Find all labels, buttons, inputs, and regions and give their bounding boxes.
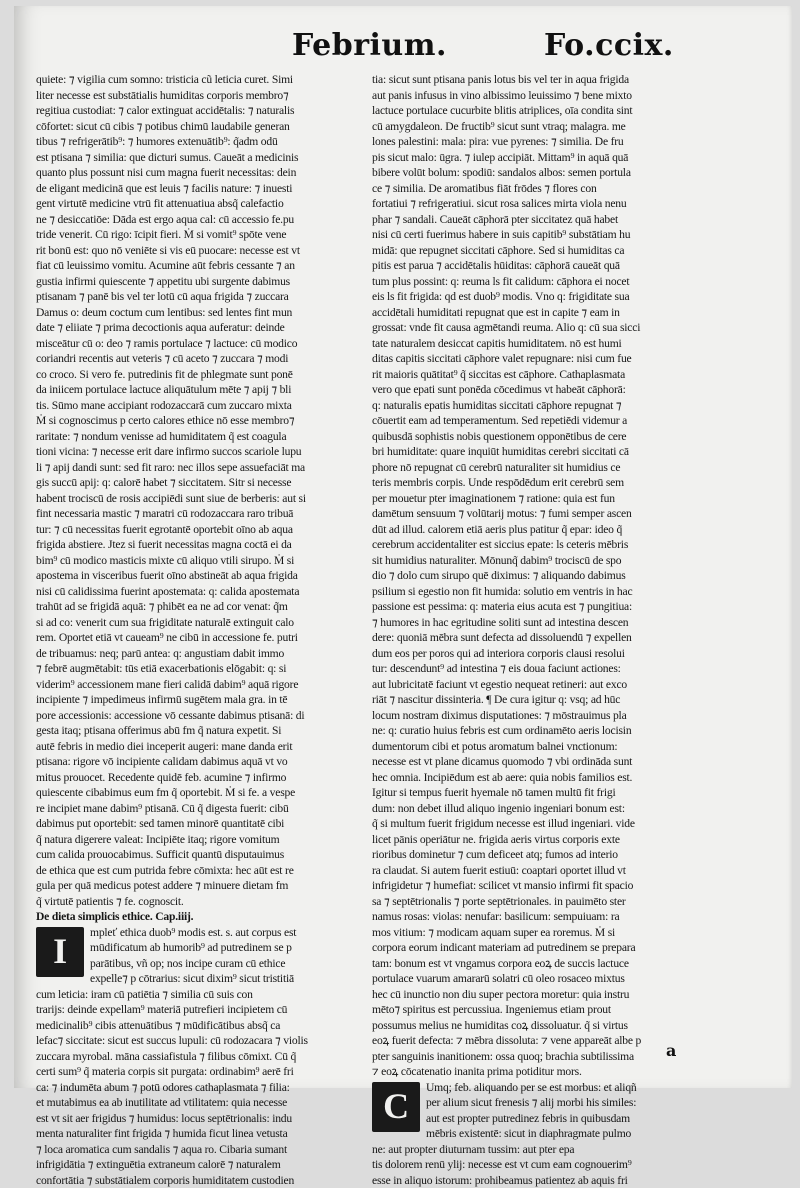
text-line: bri humiditate: quare inquiūt humiditas cerebri siccitati cā <box>372 444 716 460</box>
text-line: phar ⁊ sandali. Caueāt cāphorā pter siccitatez quā habet <box>372 212 716 228</box>
text-line: fint necessaria mastic ⁊ maratri cū rodozaccara raro tribuā <box>36 506 380 522</box>
text-line: cerebrum accidentaliter est siccius epate: ls ceteris mēbris <box>372 537 716 553</box>
text-line: ditas capitis siccitati cāphore valet repugnare: nisi cum fue <box>372 351 716 367</box>
text-line: date ⁊ eliiate ⁊ prima decoctionis aqua auferatur: deinde <box>36 320 380 336</box>
text-line: medicinalib⁹ cibis attenuātibus ⁊ mūdificātibus absq̃ ca <box>36 1018 380 1034</box>
text-line: tis. Sūmo mane accipiant rodozaccarā cum zuccaro mixta <box>36 398 380 414</box>
text-line: Igitur si tempus fuerit hyemale nō tamen multū fit frigi <box>372 785 716 801</box>
text-line: ptisanam ⁊ panē bis vel ter lotū cū aqua frigida ⁊ zuccara <box>36 289 380 305</box>
text-line: rioribus dominetur ⁊ cum deficeet atq; fumos ad interio <box>372 847 716 863</box>
text-line: ⁊ humores in hac egritudine soliti sunt ad intestina descen <box>372 615 716 631</box>
text-line: necesse est vt plane dicamus quomodo ⁊ vbi ordināda sunt <box>372 754 716 770</box>
text-line: teris membris corpis. Unde respōdēdum erit cerebrū sem <box>372 475 716 491</box>
text-line: confortātia ⁊ substātialem corporis humiditatem custodien <box>36 1173 380 1188</box>
text-line: fiat cū leuissimo vomitu. Acumine aūt febris cessante ⁊ an <box>36 258 380 274</box>
text-line: certi sum⁹ q̃ materia corpis sit purgata: ordinabim⁹ aerē fri <box>36 1064 380 1080</box>
folio-number: Fo.ccix. <box>544 28 674 63</box>
text-line: autē febris in medio diei inceperit augeri: mane danda erit <box>36 739 380 755</box>
text-line: psilium si egestio non fit humida: solutio em ventris in hac <box>372 584 716 600</box>
text-line: gis succū apij: q: calorē habet ⁊ siccitatem. Sitr si necesse <box>36 475 380 491</box>
book-page <box>14 6 792 1088</box>
text-line: tam: bonum est vt vngamus corpora eoꝝ de succis lactuce <box>372 956 716 972</box>
text-line: quiescente cibabimus eum fm q̃ oportebit. Ṁ si fe. a vespe <box>36 785 380 801</box>
text-line: ptisana: rigore vō incipiente calidam dabimus aquā vt vo <box>36 754 380 770</box>
text-line: q̃ si multum fuerit frigidum necesse est illud ingeniari. vide <box>372 816 716 832</box>
text-line: co croco. Si vero fe. putredinis fit de phlegmate sunt ponē <box>36 367 380 383</box>
text-line: est ptisana ⁊ similia: que dicturi sumus. Caueāt a medicinis <box>36 150 380 166</box>
text-line: expelle⁊ p cōtrarius: sicut dixim⁹ sicut tristitiā <box>90 971 380 987</box>
text-line: coriandri recentis aut veteris ⁊ cū aceto ⁊ zuccara ⁊ modi <box>36 351 380 367</box>
text-line: gesta itaq; ptisana offerimus abū fm q̃ natura expetit. Si <box>36 723 380 739</box>
text-line: infrigidātia ⁊ extinguētia extraneum calorē ⁊ naturalem <box>36 1157 380 1173</box>
text-line: namus rosas: violas: nenufar: basilicum: sempuiuam: ra <box>372 909 716 925</box>
text-line: ne: aut propter diuturnam tussim: aut pter epa <box>372 1142 716 1158</box>
text-line: si ad co: venerit cum sua frigiditate naturalē extinguit calo <box>36 615 380 631</box>
text-line: Damus o: deum coctum cum lentibus: sed lentes fint mun <box>36 305 380 321</box>
text-line: hec omnia. Incipiēdum est ab aere: quia nobis familios est. <box>372 770 716 786</box>
text-line: menta naturaliter fint frigida ⁊ humida ficut linea vetusta <box>36 1126 380 1142</box>
text-line: gent virtutē medicine vtrū fit attenuatiua absq̃ calefactio <box>36 196 380 212</box>
section-text <box>36 925 380 1188</box>
text-line: esse in aliquo istorum: prohibeamus patientez ab aquis fri <box>372 1173 716 1188</box>
text-line: cum leticia: iram cū patiētia ⁊ similia cū suis con <box>36 987 380 1003</box>
text-line: frigida abstiere. Jtez si fuerit necessitas magna coctā ei da <box>36 537 380 553</box>
text-line: pore accessionis: accessione vō cessante dabimus ptisanā: di <box>36 708 380 724</box>
text-line: eis ls fit frigida: qd est duob⁹ modis. Vno q: frigiditate sua <box>372 289 716 305</box>
text-line: locum nostram diximus disputationes: ⁊ mōstrauimus pla <box>372 708 716 724</box>
text-line: cōfortet: sicut cū cibis ⁊ potibus chimū laudabile generan <box>36 119 380 135</box>
text-line: lefac⁊ siccitate: sicut est succus lupuli: cū rodozacara ⁊ violis <box>36 1033 380 1049</box>
text-line: ca: ⁊ indumēta abum ⁊ potū odores cathaplasmata ⁊ filia: <box>36 1080 380 1096</box>
text-line: eoꝝ fuerit defecta: ⁊ mēbra dissoluta: ⁊ vene appareāt albe p <box>372 1033 716 1049</box>
text-line: damētum sensuum ⁊ volūtarij motus: ⁊ fumi semper ascen <box>372 506 716 522</box>
text-line: dumentorum cibi et potus aromatum balnei vnctionum: <box>372 739 716 755</box>
text-line: li ⁊ apij dandi sunt: sed fit raro: nec illos sepe assuefaciāt ma <box>36 460 380 476</box>
text-line: licet pānis operiātur ne. frigida aeris virtus corporis exte <box>372 832 716 848</box>
text-line: dum: non debet illud aliquo ingenio ingeniari bonum est: <box>372 801 716 817</box>
left-column <box>36 72 380 1188</box>
text-line: rit bonū est: quo nō veniēte si vis eū puocare: necesse est vt <box>36 243 380 259</box>
signature-mark: a <box>666 1041 676 1060</box>
text-line: tioni vicina: ⁊ necesse erit dare infirmo succos scariole lupu <box>36 444 380 460</box>
text-line: Umq; feb. aliquando per se est morbus: et aliqñ <box>426 1080 716 1096</box>
text-line: misceātur cū o: deo ⁊ ramis portulace ⁊ lactuce: cū modico <box>36 336 380 352</box>
text-line: dio ⁊ dolo cum sirupo quē diximus: ⁊ aliquando dabimus <box>372 568 716 584</box>
text-line: gula per quā medicus potest addere ⁊ minuere dietam fm <box>36 878 380 894</box>
text-line: mēbris existentē: sicut in diaphragmate pulmo <box>426 1126 716 1142</box>
text-line: hec cū inunctio non diu super pectora moretur: quia instru <box>372 987 716 1003</box>
text-line: ce ⁊ similia. De aromatibus fiāt frōdes ⁊ flores con <box>372 181 716 197</box>
text-line: nisi cū calidissima fuerint apostemata: q: calida apostemata <box>36 584 380 600</box>
text-line: tate naturalem desiccat capitis humiditatem. nō est humi <box>372 336 716 352</box>
text-line: trahūt ad se frigidā aquā: ⁊ phibēt ea ne ad cor venat: q̃m <box>36 599 380 615</box>
text-line: portulace vuarum amararū solatri cū oleo rosaceo mixtus <box>372 971 716 987</box>
text-line: bibere volūt bolum: spodiū: sandalos albos: semen portula <box>372 165 716 181</box>
text-line: vero que epati sunt ponēda cōcedimus vt habeāt cāphorā: <box>372 382 716 398</box>
text-line: quanto plus possunt nisi cum magna fuerit necessitas: dein <box>36 165 380 181</box>
text-line: tibus ⁊ refrigerātib⁹: ⁊ humores extenuātib⁹: q̃adm odū <box>36 134 380 150</box>
text-line: infrigidetur ⁊ humefiat: scilicet vt mansio infirmi fit spacio <box>372 878 716 894</box>
text-line: et mutabimus ea ab inutilitate ad vtilitatem: quia necesse <box>36 1095 380 1111</box>
text-line: tum plus possint: q: reuma ls fit calidum: cāphora ei nocet <box>372 274 716 290</box>
text-line: cōuertit eam ad temperamentum. Sed repetiēdi videmur a <box>372 413 716 429</box>
text-line: dabimus put oportebit: sed tamen minorē quantitatē cibi <box>36 816 380 832</box>
text-line: de tribuamus: neq; parū antea: q: angustiam dabit immo <box>36 646 380 662</box>
text-line: Ṁ si cognoscimus p certo calores ethice nō esse membro⁊ <box>36 413 380 429</box>
text-line: dum eos per poros qui ad interiora corporis clausi resolui <box>372 646 716 662</box>
text-line: ⁊ loca aromatica cum sandalis ⁊ aqua ro. Cibaria sumant <box>36 1142 380 1158</box>
text-line: sa ⁊ septētrionalis ⁊ porte septētrionales. in pauimēto ster <box>372 894 716 910</box>
text-line: ⁊ eoꝝ cōcatenatio inanita prima potiditur mors. <box>372 1064 716 1080</box>
right-column-text <box>372 72 716 1080</box>
text-line: de ethica que est cum putrida febre cōmixta: hec aūt est re <box>36 863 380 879</box>
text-line: tur: descendunt⁹ ad intestina ⁊ eis doua faciunt actiones: <box>372 661 716 677</box>
text-line: corpora eorum indicant materiam ad putredinem se prepara <box>372 940 716 956</box>
decorated-initial-letter-c: C <box>372 1082 420 1132</box>
text-line: gustia infirmi quiescente ⁊ appetitu ubi surgente dabimus <box>36 274 380 290</box>
text-line: midā: que repugnet siccitati cāphore. Sed si humiditas ca <box>372 243 716 259</box>
text-line: est vt sit aer frigidus ⁊ humidus: locus septētrionalis: indu <box>36 1111 380 1127</box>
text-line: tur: ⁊ cū necessitas fuerit egrotantē oportebit oīno ab aqua <box>36 522 380 538</box>
text-line: mūdificatum ab humorib⁹ ad putredinem se p <box>90 940 380 956</box>
text-line: zuccara myrobal. māna cassiafistula ⁊ filibus cōmixt. Cū q̃ <box>36 1049 380 1065</box>
text-line: pis sicut malo: ūgra. ⁊ iulep accipiāt. Mittam⁹ in aquā quā <box>372 150 716 166</box>
text-line: q̃ virtutē patientis ⁊ fe. cognoscit. <box>36 894 380 910</box>
text-line: possumus melius ne humiditas coꝝ dissoluatur. q̃ si virtus <box>372 1018 716 1034</box>
text-line: ne ⁊ desiccatiōe: Dāda est ergo aqua cal: cū accessio fe.pu <box>36 212 380 228</box>
text-line: bim⁹ cū modico masticis mixte cū aliquo vtili sirupo. Ṁ si <box>36 553 380 569</box>
text-line: quibusdā sophistis nobis questionem opponētibus de cere <box>372 429 716 445</box>
text-line: trarijs: deinde expellam⁹ materiā putrefieri incipietem cū <box>36 1002 380 1018</box>
text-line: aut panis infusus in vino albissimo leuissimo ⁊ bene mixto <box>372 88 716 104</box>
text-line: viderim⁹ accessionem mane fieri calidā dabim⁹ aquā rigore <box>36 677 380 693</box>
text-line: incipiente ⁊ impedimeus infirmū sugētem mala gra. in tē <box>36 692 380 708</box>
text-line: nisi cū certi fuerimus habere in suis capitib⁹ substātiam hu <box>372 227 716 243</box>
left-column-text <box>36 72 380 909</box>
text-line: ne: q: curatio huius febris est cum ordinamēto aeris locisin <box>372 723 716 739</box>
text-line: q: naturalis epatis humiditas siccitati cāphore repugnat ⁊ <box>372 398 716 414</box>
page-header <box>14 28 792 68</box>
text-line: cū amygdaleon. De fructib⁹ sicut sunt vtraq; malagra. me <box>372 119 716 135</box>
text-line: habent trociscū de rosis accipiēdi sunt siue de berberis: aut si <box>36 491 380 507</box>
text-line: tia: sicut sunt ptisana panis lotus bis vel ter in aqua frigida <box>372 72 716 88</box>
text-line: ⁊ febrē augmētabit: tūs etiā exacerbationis elōgabit: q: si <box>36 661 380 677</box>
text-line: per alium sicut frenesis ⁊ alij morbi his similes: <box>426 1095 716 1111</box>
text-line: aut lubricitatē faciunt vt egestio nequeat retineri: aut exco <box>372 677 716 693</box>
text-line: fortatiui ⁊ refrigeratiui. sicut rosa salices mirta viola nenu <box>372 196 716 212</box>
text-line: regitiua custodiat: ⁊ calor extinguat accidētalis: ⁊ naturalis <box>36 103 380 119</box>
text-line: parātibus, vñ op; nos incipe curam cū ethice <box>90 956 380 972</box>
text-line: re incipiet mane dabim⁹ ptisanā. Cū q̃ digesta fuerit: cibū <box>36 801 380 817</box>
text-line: apostema in visceribus fuerit oīno abstineāt ab aqua frigida <box>36 568 380 584</box>
text-line: lones palestini: mala: pira: vue pyrenes: ⁊ similia. De fru <box>372 134 716 150</box>
text-line: raritate: ⁊ nondum venisse ad humiditatem q̃ est coagula <box>36 429 380 445</box>
right-section-body <box>372 1080 716 1188</box>
text-line: mitus prouocet. Recedente quidē feb. acumine ⁊ infirmo <box>36 770 380 786</box>
right-section-text <box>372 1080 716 1188</box>
text-line: q̃ natura digerere valeat: Incipiēte itaq; rigore vomitum <box>36 832 380 848</box>
text-line: sit humidius naturaliter. Mōnunq̃ dabim⁹ trociscū de spo <box>372 553 716 569</box>
text-line: dūt ad illud. calorem etiā aeris plus patitur q̃ epar: ideo q̃ <box>372 522 716 538</box>
text-line: grossat: vnde fit causa agmētandi reuma. Alio q: cū sua sicci <box>372 320 716 336</box>
text-line: de eligant medicinā que est leuis ⁊ facilis nature: ⁊ inuesti <box>36 181 380 197</box>
text-line: tis dolorem renū ylij: necesse est vt cum eam cognouerim⁹ <box>372 1157 716 1173</box>
text-line: aut est propter putredinez febris in quibusdam <box>426 1111 716 1127</box>
text-line: mēto⁊ spiritus est percussiua. Ingeniemus etiam prout <box>372 1002 716 1018</box>
text-line: accidētali humiditati repugnat que est in capite ⁊ eam in <box>372 305 716 321</box>
text-line: rit maioris quātitat⁹ q̃ siccitas est cāphore. Cathaplasmata <box>372 367 716 383</box>
decorated-initial-letter: I <box>36 927 84 977</box>
text-line: pitis est parua ⁊ accidētalis hūiditas: cāphorā caueāt quā <box>372 258 716 274</box>
text-line: liter necesse est substātialis humiditas corporis membro⁊ <box>36 88 380 104</box>
text-line: tride venerit. Cū rigo: īcipit fieri. Ṁ si vomit⁹ spōte vene <box>36 227 380 243</box>
section-title: De dieta simplicis ethice. Cap.iiij. <box>36 909 380 925</box>
text-line: phore nō repugnat cū cerebrū naturaliter sit humidius ce <box>372 460 716 476</box>
text-line: passione est pessima: q: materia eius acuta est ⁊ pungitiua: <box>372 599 716 615</box>
section-body <box>36 925 380 1188</box>
text-line: cum calida prouocabimus. Sufficit quantū disputauimus <box>36 847 380 863</box>
text-line: mpleť ethica duob⁹ modis est. s. aut corpus est <box>90 925 380 941</box>
text-line: ra claudat. Si autem fuerit estiuū: coaptari oportet illud vt <box>372 863 716 879</box>
text-line: per mouetur pter imaginationem ⁊ ratione: quia est fun <box>372 491 716 507</box>
text-line: riāt ⁊ nascitur dissinteria. ¶ De cura igitur q: vsq; ad hūc <box>372 692 716 708</box>
text-line: lactuce portulace cucurbite blitis atriplices, oīa condita sint <box>372 103 716 119</box>
right-column <box>372 72 716 1188</box>
text-line: pter sanguinis inanitionem: ossa quoq; brachia subtilissima <box>372 1049 716 1065</box>
text-line: rem. Oportet etiā vt caueam⁹ ne cibū in accessione fe. putri <box>36 630 380 646</box>
text-line: quiete: ⁊ vigilia cum somno: tristicia cũ leticia curet. Simi <box>36 72 380 88</box>
text-line: da iniicem portulace lactuce aliquātulum mēte ⁊ apij ⁊ bli <box>36 382 380 398</box>
text-line: mos vitium: ⁊ modicam aquam super ea roremus. Ṁ si <box>372 925 716 941</box>
text-line: dere: quoniā mēbra sunt defecta ad dissoluendū ⁊ expellen <box>372 630 716 646</box>
running-title: Febrium. <box>292 28 447 63</box>
